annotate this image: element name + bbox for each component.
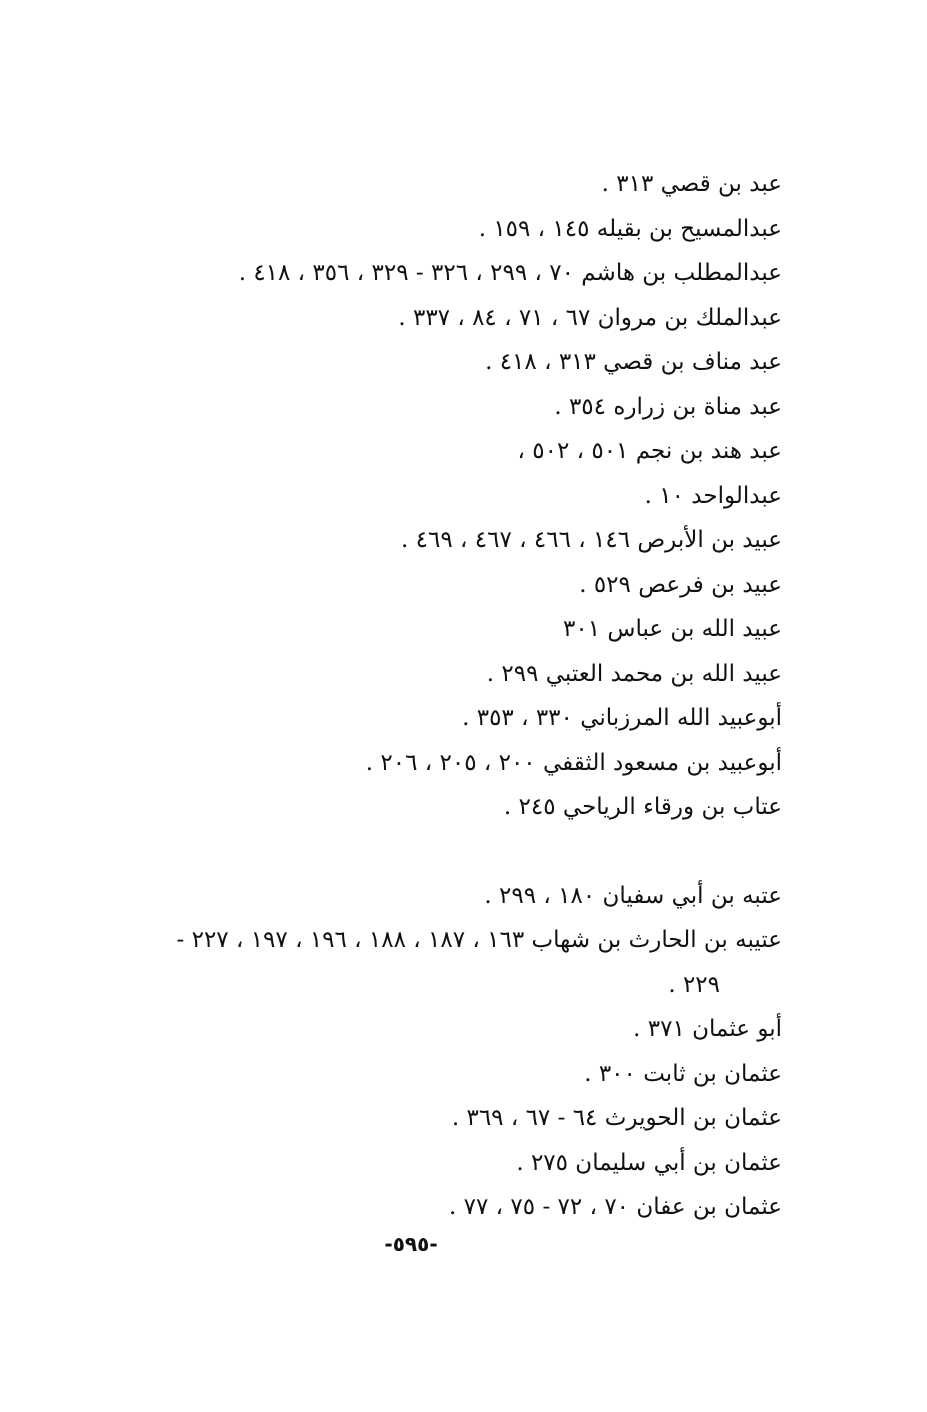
index-entry: أبوعبيد الله المرزباني ٣٣٠ ، ٣٥٣ . bbox=[462, 705, 782, 731]
name-index-list bbox=[92, 162, 782, 1230]
index-entry: عبدالمسيح بن بقيله ١٤٥ ، ١٥٩ . bbox=[478, 215, 782, 242]
index-entry: عبيد بن الأبرص ١٤٦ ، ٤٦٦ ، ٤٦٧ ، ٤٦٩ . bbox=[401, 527, 782, 553]
page-number: -٥٩٥- bbox=[384, 1232, 438, 1256]
index-entry: عبيد الله بن محمد العتبي ٢٩٩ . bbox=[486, 660, 782, 687]
index-entry: عثمان بن أبي سليمان ٢٧٥ . bbox=[516, 1149, 782, 1176]
index-entry: عبدالواحد ١٠ . bbox=[644, 482, 782, 509]
index-entry: عبيد الله بن عباس ٣٠١ bbox=[563, 616, 782, 642]
section-gap bbox=[92, 830, 782, 874]
index-entry: أبو عثمان ٣٧١ . bbox=[633, 1016, 782, 1042]
index-entry: عبد مناف بن قصي ٣١٣ ، ٤١٨ . bbox=[485, 349, 782, 375]
index-entry: عتاب بن ورقاء الرياحي ٢٤٥ . bbox=[503, 794, 782, 820]
index-entry-continuation: ٢٢٩ . bbox=[668, 971, 720, 998]
index-entry: عتيبه بن الحارث بن شهاب ١٦٣ ، ١٨٧ ، ١٨٨ ، ١٩٦ ، ١٩٧ ، ٢٢٧ - bbox=[176, 927, 782, 953]
index-entry: عبد مناة بن زراره ٣٥٤ . bbox=[554, 393, 782, 420]
index-entry: عبدالملك بن مروان ٦٧ ، ٧١ ، ٨٤ ، ٣٣٧ . bbox=[398, 304, 782, 331]
index-entry: عثمان بن ثابت ٣٠٠ . bbox=[584, 1060, 782, 1087]
index-entry: عبيد بن فرعص ٥٢٩ . bbox=[579, 571, 782, 598]
index-entry: عبد هند بن نجم ٥٠١ ، ٥٠٢ ، bbox=[517, 438, 782, 464]
index-entry: عثمان بن عفان ٧٠ ، ٧٢ - ٧٥ ، ٧٧ . bbox=[449, 1194, 782, 1220]
index-entry: عتبه بن أبي سفيان ١٨٠ ، ٢٩٩ . bbox=[484, 882, 782, 909]
index-entry: عبدالمطلب بن هاشم ٧٠ ، ٢٩٩ ، ٣٢٦ - ٣٢٩ ، ٣٥٦ ، ٤١٨ . bbox=[238, 260, 782, 286]
index-entry: أبوعبيد بن مسعود الثقفي ٢٠٠ ، ٢٠٥ ، ٢٠٦ . bbox=[365, 749, 782, 776]
index-entry: عبد بن قصي ٣١٣ . bbox=[601, 171, 782, 197]
index-entry: عثمان بن الحويرث ٦٤ - ٦٧ ، ٣٦٩ . bbox=[451, 1105, 782, 1131]
